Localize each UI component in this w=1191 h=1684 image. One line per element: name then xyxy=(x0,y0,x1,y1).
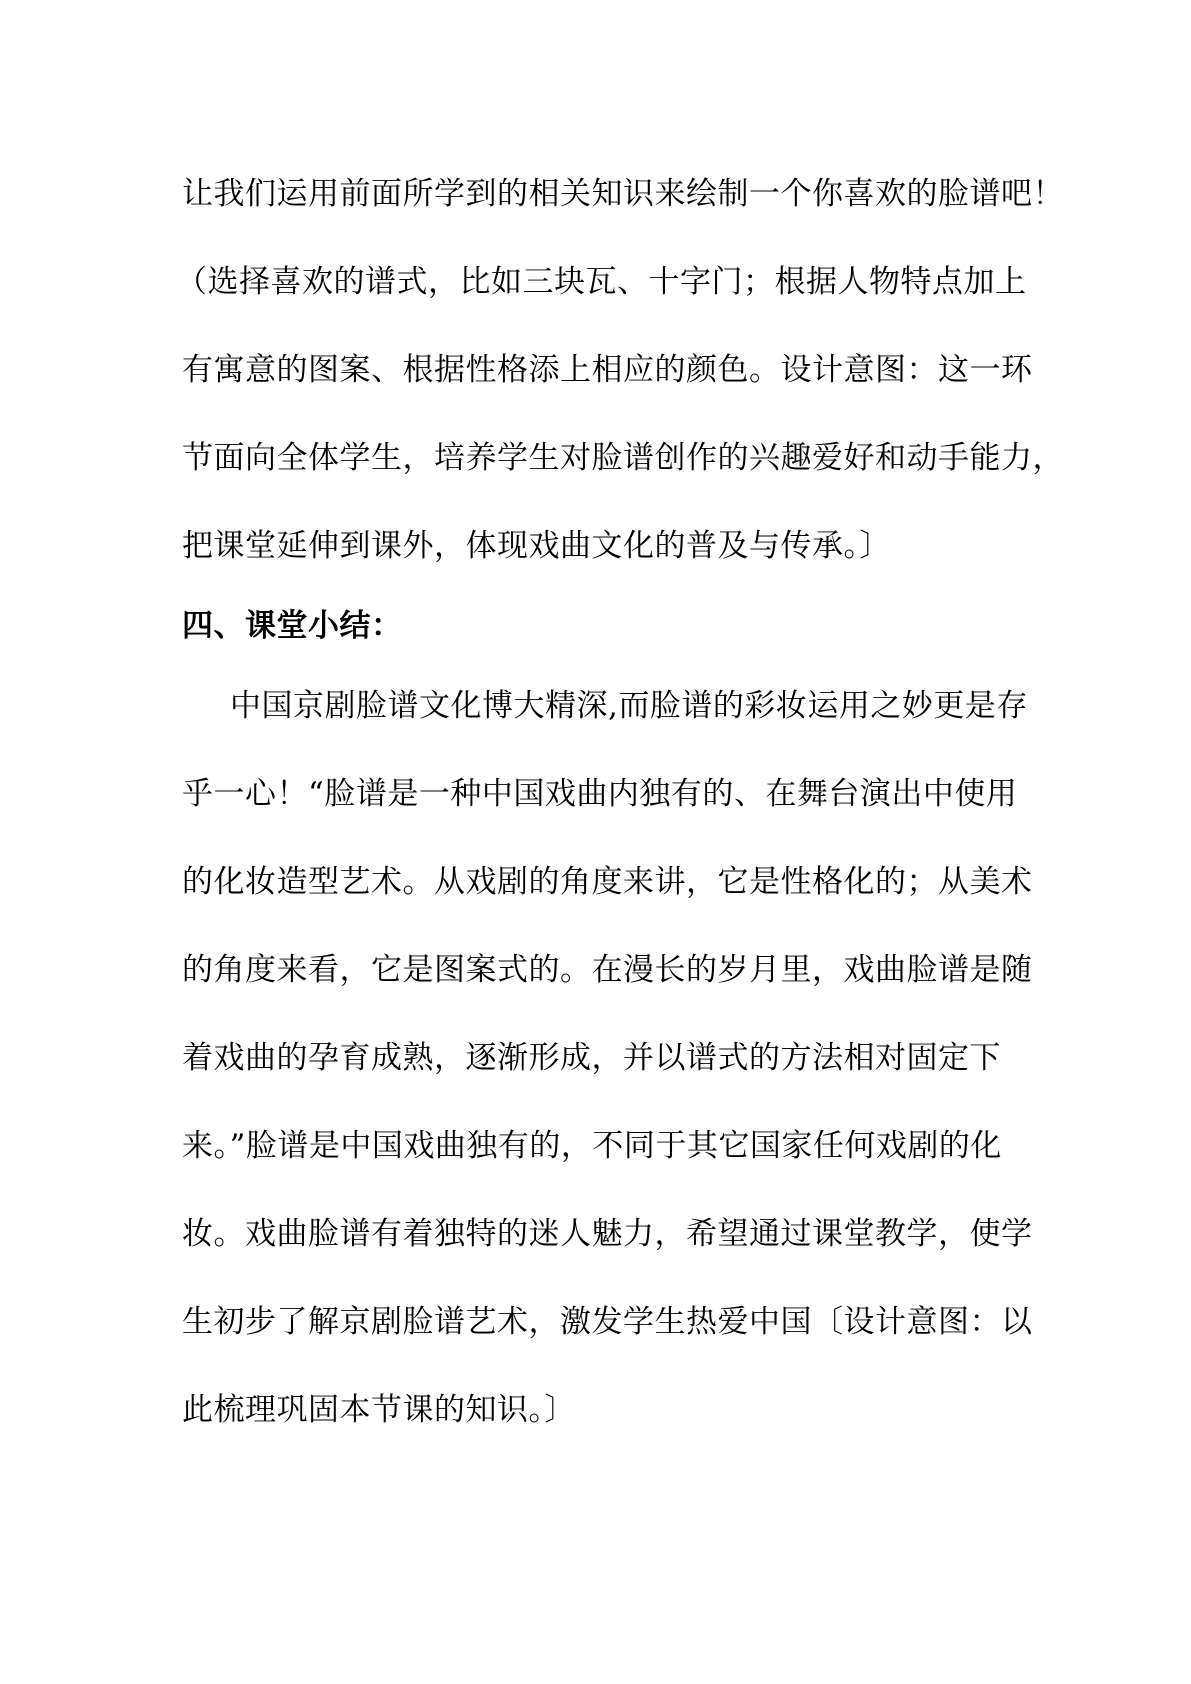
text-line: 的化妆造型艺术。从戏剧的角度来讲，它是性格化的；从美术 xyxy=(182,864,1033,900)
text-line: 妆。戏曲脸谱有着独特的迷人魅力，希望通过课堂教学，使学 xyxy=(182,1216,1033,1252)
text-line: 有寓意的图案、根据性格添上相应的颜色。设计意图：这一环 xyxy=(182,352,1033,388)
section-heading: 四、课堂小结： xyxy=(182,608,403,644)
paragraph-first-line: 中国京剧脸谱文化博大精深,而脸谱的彩妆运用之妙更是存 xyxy=(230,688,1028,724)
text-line: 把课堂延伸到课外，体现戏曲文化的普及与传承。〕 xyxy=(182,528,891,564)
text-line: 此梳理巩固本节课的知识。〕 xyxy=(182,1392,576,1428)
text-line: 来。”脸谱是中国戏曲独有的，不同于其它国家任何戏剧的化 xyxy=(182,1128,1002,1164)
text-line: 乎一心！“脸谱是一种中国戏曲内独有的、在舞台演出中使用 xyxy=(182,776,1018,812)
text-line: 让我们运用前面所学到的相关知识来绘制一个你喜欢的脸谱吧！ xyxy=(182,176,1064,212)
text-line: 着戏曲的孕育成熟，逐渐形成，并以谱式的方法相对固定下 xyxy=(182,1040,1001,1076)
text-line: （选择喜欢的谱式，比如三块瓦、十字门；根据人物特点加上 xyxy=(176,264,1027,300)
text-line: 节面向全体学生，培养学生对脸谱创作的兴趣爱好和动手能力， xyxy=(182,440,1064,476)
text-line: 生初步了解京剧脸谱艺术，激发学生热爱中国〔设计意图：以 xyxy=(182,1304,1033,1340)
text-line: 的角度来看，它是图案式的。在漫长的岁月里，戏曲脸谱是随 xyxy=(182,952,1033,988)
